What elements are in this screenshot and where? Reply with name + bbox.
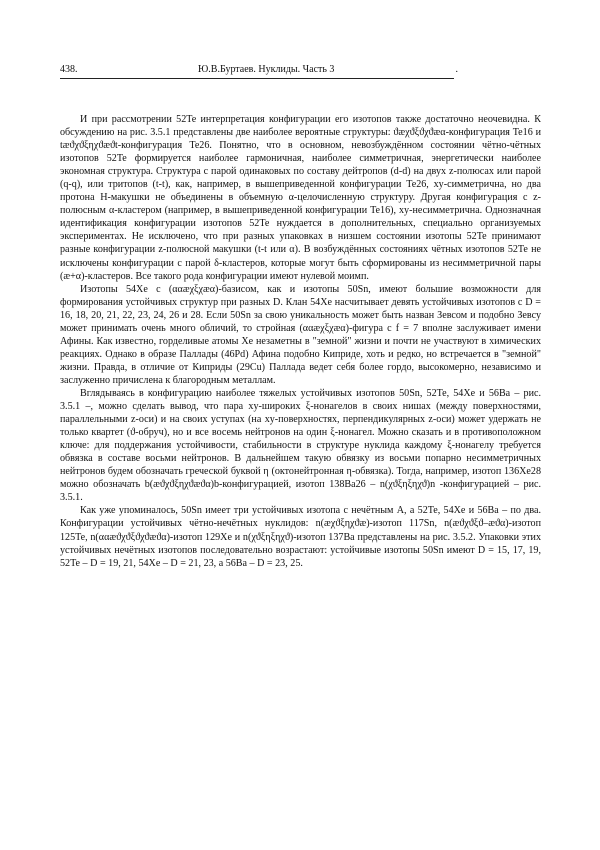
book-title: Ю.В.Буртаев. Нуклиды. Часть 3 (198, 64, 335, 75)
running-header (60, 64, 458, 79)
paragraph-tellurium: И при рассмотрении 52Te интерпретация конфигурации его изотопов также достаточно неочевидна. К обсуждению на рис. 3.5.1 представлены две наиболее вероятные структуры: ϑæχϑξϑχϑæα-конфигурация Te16 и tæϑχϑξηχϑæϑt-конфигурация Te26. Понятно, что в основном, невозбуждённом состоянии чётно-чётных изотопов 52Te формируется наиболее гармоничная, наиболее симметричная, энергетически наиболее экономная структура. Структура с парой одинаковых по составу дейтропов (d-d) на двух z-полюсах или парой (q-q), или тритопов (t-t), как, например, в вышеприведенной конфигурации Te26, xy-симметрична, но два протона H-макушки не объединены в объемную α-целочисленную структуру. Другая конфигурация с z-полюсным α-кластером (например, в вышеприведенной конфигурации Te16), xy-несимметрична. Однозначная идентификация конфигурации изотопов 52Te нуждается в дополнительных, специально организуемых экспериментах. Не исключено, что при разных упаковках в низшем состоянии изотопы 52Te принимают разные конфигурации z-полюсной макушки (t-t или α). В возбуждённых состояниях чётных изотопов 52Te не исключены конфигурации с парой δ-кластеров, которые могут быть сформированы из несимметричной пары (æ+α)-кластеров. Все такого рода конфигурации имеют нулевой моимп. (60, 114, 541, 282)
page-number: 438. (60, 64, 78, 75)
paragraph-neutron-binding: Вглядываясь в конфигурацию наиболее тяжелых устойчивых изотопов 50Sn, 52Te, 54Xe и 56Ba – рис. 3.5.1 –, можно сделать вывод, что пара xy-широких ξ-нонагелов в своих нишах (между поверхностями, параллельными z-оси) и на своих уступах (на xy-поверхностях, перпендикулярных z-оси) может удержать не только квартет (ϑ-обруч), но и все восемь нейтронов на один ξ-нонагел. Можно сказать и в противоположном ключе: для поддержания устойчивости, стабильности в структуре нуклида каждому ξ-нонагелу требуется обвязка в составе восьми нейтронов. В дальнейшем такую обвязку из восьми попарно несимметричных нейтронов будем обозначать греческой буквой η (октонейтронная η-обвязка). Тогда, например, изотоп 136Xe28 можно обозначать b(æϑχϑξηχϑæϑα)b-конфигурацией, изотоп 138Ba26 – n(χϑξηξηχϑ)n -конфигурацией – рис. 3.5.1. (60, 387, 541, 504)
body-text (60, 113, 541, 570)
paragraph-odd-isotopes: Как уже упоминалось, 50Sn имеет три устойчивых изотопа с нечётным A, а 52Te, 54Xe и 56Ba – по два. Конфигурации устойчивых чётно-нечётных нуклидов: n(æχϑξηχϑæ)-изотоп 117Sn, n(æϑχϑξϑ–æϑα)-изотоп 125Te, n(ααæϑχϑξϑχϑæϑα)-изотоп 129Xe и n(χϑξηξηχϑ)-изотоп 137Ba представлены на рис. 3.5.2. Упаковки этих устойчивых нечётных изотопов последовательно возрастают: устойчивые изотопы 50Sn имеют D = 15, 17, 19, 52Te – D = 19, 21, 54Xe – D = 21, 23, а 56Ba – D = 23, 25. (60, 505, 541, 569)
header-end-mark: . (455, 64, 458, 75)
paragraph-xenon: Изотопы 54Xe с (ααæχξχæα)-базисом, как и изотопы 50Sn, имеют большие возможности для формирования устойчивых структур при разных D. Клан 54Xe насчитывает девять устойчивых изотопов с D = 16, 18, 20, 21, 22, 23, 24, 26 и 28. Если 50Sn за свою уникальность может быть назван Зевсом и подобно Зевсу может принимать очень много обличий, то стройная (ααæχξχæα)-фигура с f = 7 вполне заслуживает имени Афины. Как известно, горделивые атомы Xe незаметны в "земной" жизни и почти не участвуют в химических реакциях. Однако в образе Паллады (46Pd) Афина подобно Киприде, хоть и редко, но встречается в "земной" жизни. Правда, в отличие от Киприды (29Cu) Паллада ведет себя более гордо, высокомерно, независимо и заслуженно причислена к благородным металлам. (60, 283, 541, 386)
